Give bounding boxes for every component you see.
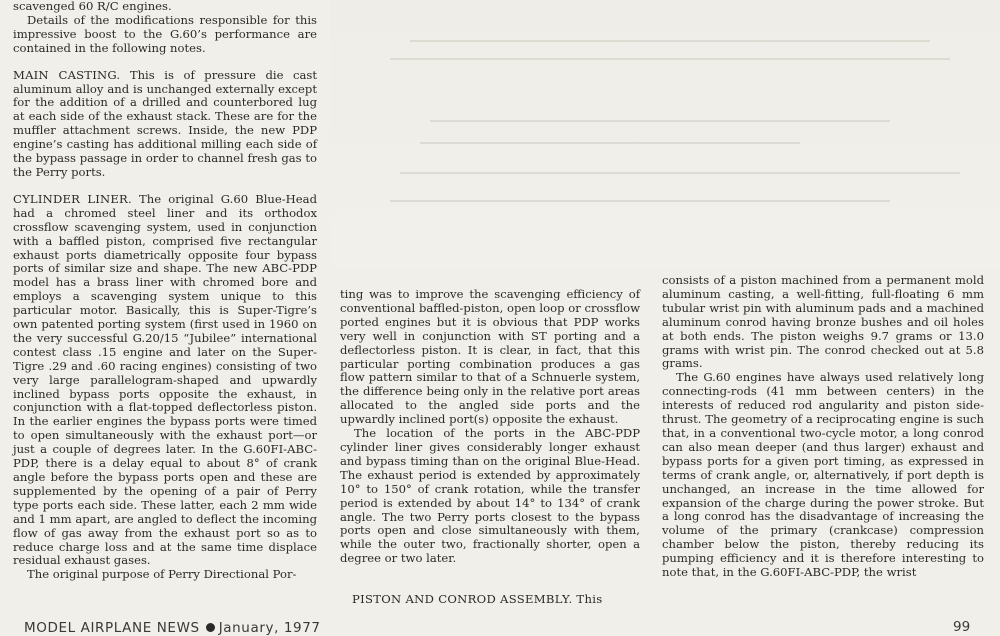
issue-date: January, 1977 <box>218 620 321 636</box>
column-2 <box>340 288 640 566</box>
paragraph-intro-end: scavenged 60 R/C engines. <box>13 0 172 13</box>
section-body-main-casting: This is of pressure die cast aluminum alloy and is unchanged externally except for the addition of a drilled and counterbored lug at each side of the exhaust stack. These are for the muffler attachment screws. Inside, the new PDP engine’s casting has additional milling each side of the bypass passage in order to channel fresh gas to the Perry ports. <box>13 67 318 179</box>
section-heading-main-casting: MAIN CASTING. <box>13 67 121 82</box>
page-number: 99 <box>953 619 971 635</box>
section-heading-piston-conrod: PISTON AND CONROD ASSEMBLY. This <box>352 592 603 606</box>
paragraph-port-location: The location of the ports in the ABC-PDP cylinder liner gives considerably longer exhaust and bypass timing than on the original Blue-Head. The exhaust period is extended by approximately 10° to 150° of crank rotation, while the transfer period is extended by about 14° to 134° of crank angle. The two Perry ports closest to the bypass ports open and close simultaneously with them, while the outer two, fractionally shorter, open a degree or two later. <box>340 426 640 566</box>
section-heading-cylinder-liner: CYLINDER LINER. <box>13 191 132 206</box>
paragraph-main-casting <box>13 69 317 180</box>
column-1 <box>13 0 317 582</box>
faded-photo-area <box>330 0 1000 268</box>
paragraph-piston-assembly: consists of a piston machined from a permanent mold aluminum casting, a well-fitting, full-floating 6 mm tubular wrist pin with aluminum pads and a machined aluminum conrod having bronze bushes and oil holes at both ends. The piston weighs 9.7 grams or 13.0 grams with wrist pin. The conrod checked out at 5.8 grams. <box>662 273 984 371</box>
paragraph-details: Details of the modifications responsible for this impressive boost to the G.60’s performance are contained in the following notes. <box>13 12 317 55</box>
column-3 <box>662 274 984 580</box>
paragraph-porting: ting was to improve the scavenging efficiency of conventional baffled-piston, open loop or crossflow ported engines but it is obvious that PDP works very well in conjunction with ST porting and a deflectorless piston. It is clear, in fact, that this particular porting combination produces a gas flow pattern similar to that of a Schnuerle system, the difference being only in the relative port areas allocated to the angled side ports and the upwardly inclined port(s) opposite the exhaust. <box>340 287 640 427</box>
publication-name: MODEL AIRPLANE NEWS <box>24 620 200 636</box>
paragraph-perry-purpose: The original purpose of Perry Directional Por- <box>27 567 297 582</box>
footer-publication-line <box>24 620 321 636</box>
section-body-cylinder-liner: The original G.60 Blue-Head had a chromed steel liner and its orthodox crossflow scavenging system, used in conjunction with a baffled piston, comprised five rectangular exhaust ports diametrically opposite four bypass ports of similar size and shape. The new ABC-PDP model has a brass liner with chromed bore and employs a scavenging system unique to this particular motor. Basically, this is Super-Tigre’s own patented porting system (first used in 1960 on the very successful G.20/15 “Jubilee” international contest class .15 engine and later on the Super-Tigre .29 and .60 racing engines) consisting of two very large parallelogram-shaped and upwardly inclined bypass ports opposite the exhaust, in conjunction with a flat-topped deflectorless piston. In the earlier engines the bypass ports were timed to open simultaneously with the exhaust port—or just a couple of degrees later. In the G.60FI-ABC-PDP, there is a delay equal to about 8° of crank angle before the bypass ports open and these are supplemented by the opening of a pair of Perry type ports each side. These latter, each 2 mm wide and 1 mm apart, are angled to deflect the incoming flow of gas away from the exhaust port so as to reduce charge loss and at the same time displace residual exhaust gases. <box>13 191 317 568</box>
paragraph-conrod-geometry: The G.60 engines have always used relatively long connecting-rods (41 mm between centers) in the interests of reduced rod angularity and piston side-thrust. The geometry of a reciprocating engine is such that, in a conventional two-cycle motor, a long conrod can also mean deeper (and thus larger) exhaust and bypass ports for a given port timing, as expressed in terms of crank angle, or, alternatively, if port depth is unchanged, an increase in the time allowed for expansion of the charge during the power stroke. But a long conrod has the disadvantage of increasing the volume of the primary (crankcase) compression chamber below the piston, thereby reducing its pumping efficiency and it is therefore interesting to note that, in the G.60FI-ABC-PDP, the wrist <box>662 370 984 580</box>
bullet-icon <box>206 623 215 632</box>
paragraph-cylinder-liner <box>13 193 317 568</box>
